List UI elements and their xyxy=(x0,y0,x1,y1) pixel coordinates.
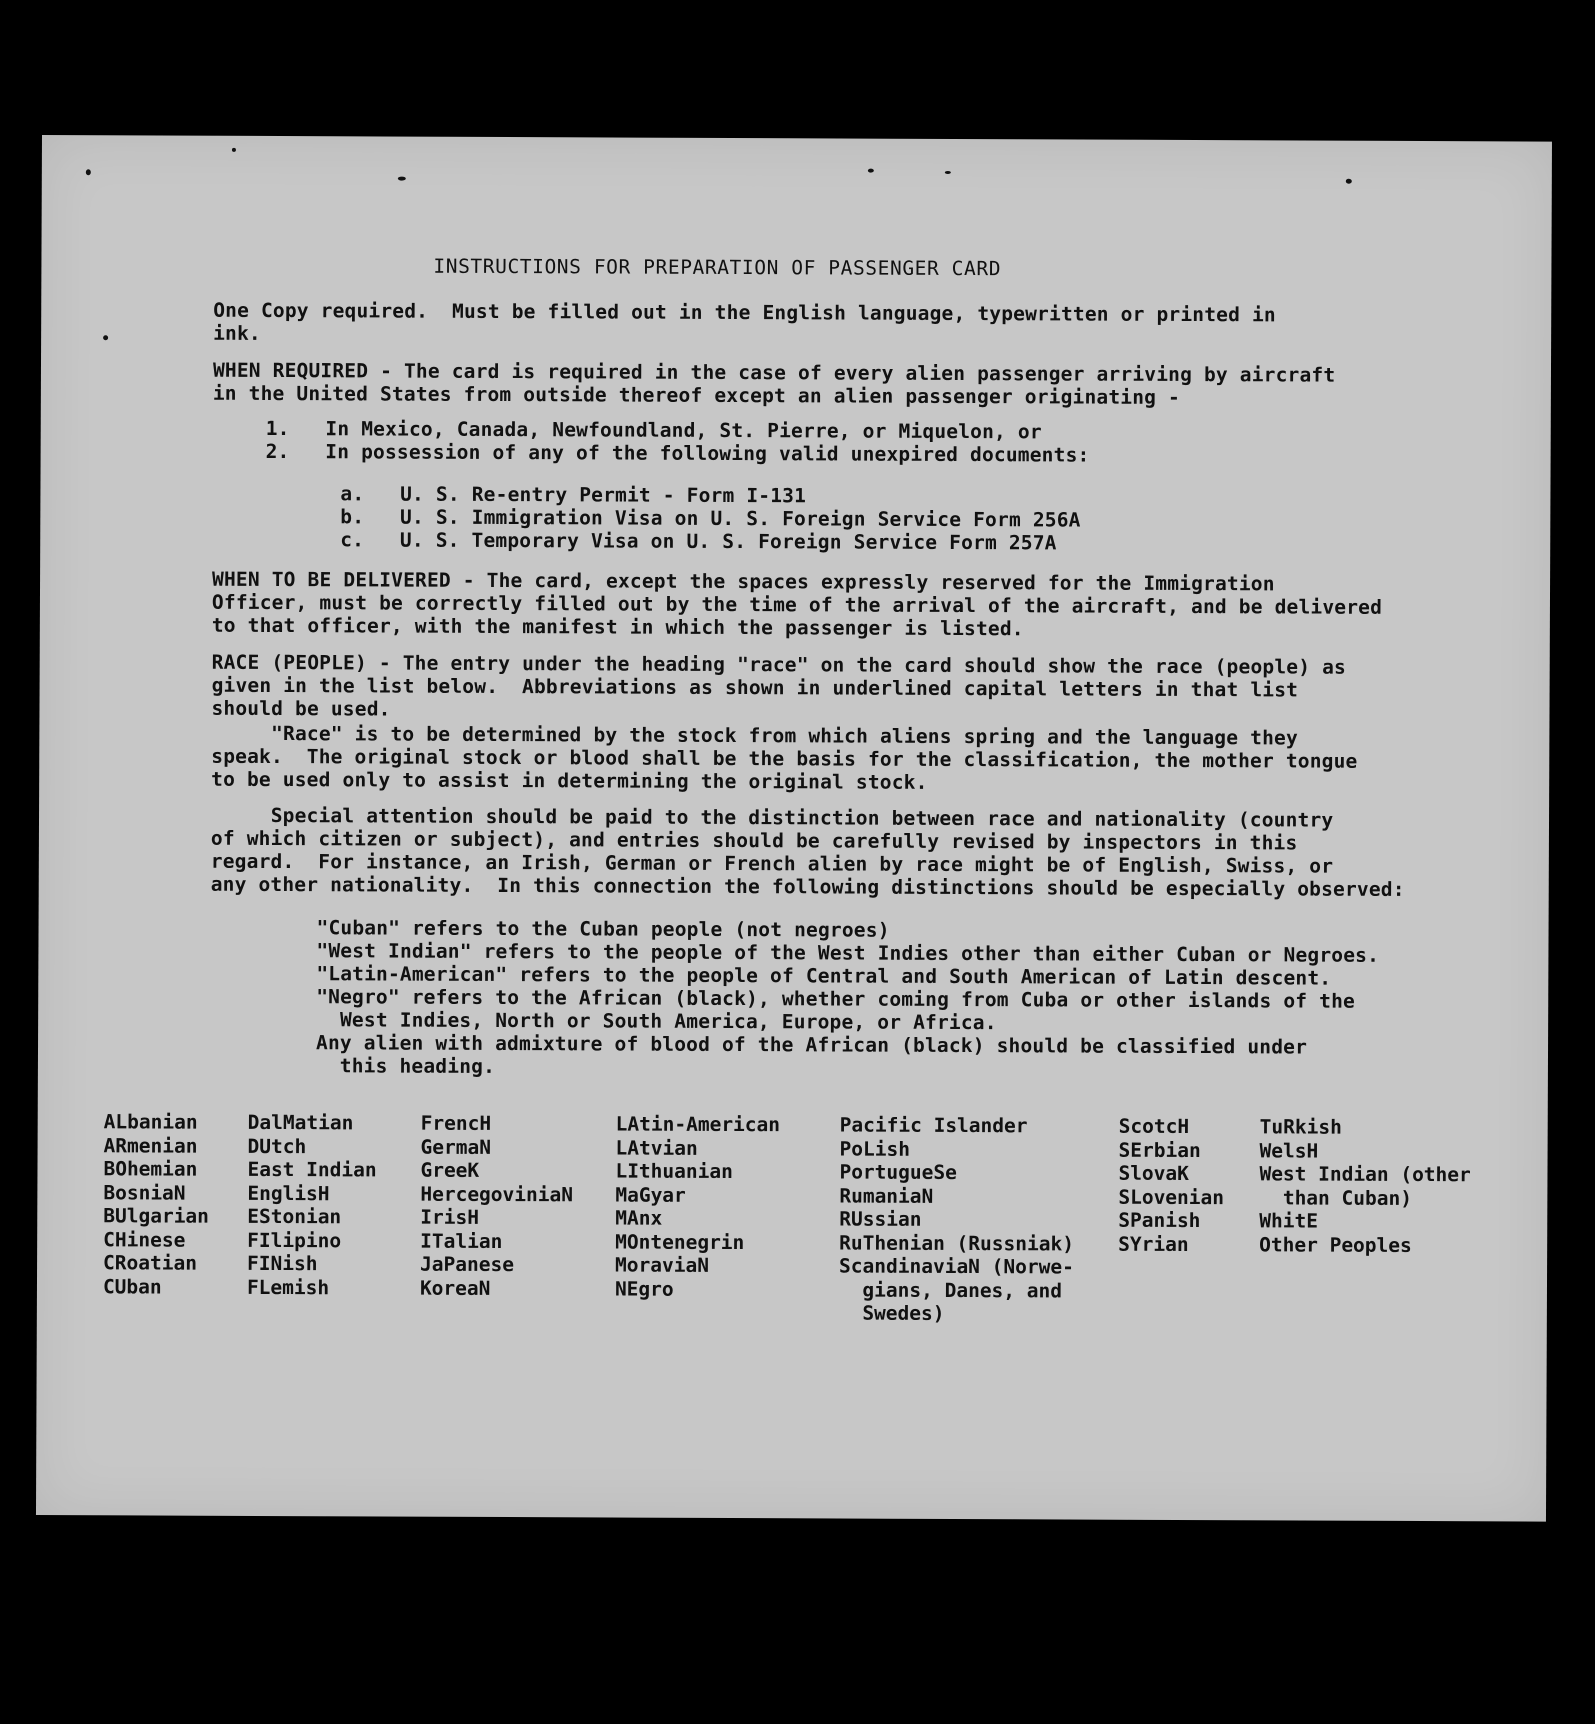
race-list-item: ARmenian xyxy=(103,1133,198,1158)
race-list-item: NEgro xyxy=(614,1277,674,1301)
race-list-item: HercegoviniaN xyxy=(420,1182,574,1206)
intro-line: One Copy required. Must be filled out in the English language, typewritten or printed in xyxy=(213,298,1276,327)
race-list-item: Pacific Islander xyxy=(839,1113,1028,1138)
race-list-item: JaPanese xyxy=(420,1252,515,1277)
race-list-item: ScotcH xyxy=(1118,1114,1190,1139)
race-list-item: MoraviaN xyxy=(615,1253,710,1277)
race-list-item: MOntenegrin xyxy=(615,1230,745,1254)
distinction-line: this heading. xyxy=(315,1054,496,1078)
scan-speck xyxy=(945,171,951,174)
numbered-item: 1. In Mexico, Canada, Newfoundland, St. Pierre, or Miquelon, or xyxy=(265,416,1042,444)
document-item: a. U. S. Re-entry Permit - Form I-131 xyxy=(340,482,807,508)
race-list-item: PoLish xyxy=(839,1136,911,1161)
race-list-item: EStonian xyxy=(247,1204,342,1229)
race-list-item: DUtch xyxy=(247,1134,307,1158)
when-delivered-line: Officer, must be correctly filled out by the time of the arrival of the aircraft, and be delivered xyxy=(211,590,1383,619)
distinction-line: West Indies, North or South America, Europe, or Africa. xyxy=(316,1008,997,1035)
race-list-item: than Cuban) xyxy=(1259,1185,1413,1210)
race-column xyxy=(103,1110,209,1298)
race-column xyxy=(839,1113,1075,1326)
numbered-item: 2. In possession of any of the following valid unexpired documents: xyxy=(265,439,1090,467)
race-list-item: SLovenian xyxy=(1118,1185,1225,1209)
race-list-item: LIthuanian xyxy=(615,1159,733,1184)
race-list-item: TuRkish xyxy=(1259,1115,1342,1139)
race-list-item: GermaN xyxy=(420,1135,492,1159)
race-column xyxy=(1259,1115,1471,1257)
special-attention-line: regard. For instance, an Irish, German or French alien by race might be of English, Swiss, or xyxy=(210,849,1334,878)
race-list-item: MAnx xyxy=(615,1206,663,1230)
race-line: given in the list below. Abbreviations as shown in underlined capital letters in that list xyxy=(211,673,1299,702)
race-list-item: Swedes) xyxy=(838,1301,945,1325)
race-list-item: LAtin-American xyxy=(615,1112,781,1137)
race-definition-line: speak. The original stock or blood shall be the basis for the classification, the mother tongue xyxy=(211,744,1358,773)
race-list-item: gians, Danes, and xyxy=(838,1277,1063,1302)
scan-speck xyxy=(86,169,91,175)
scan-speck xyxy=(398,177,406,181)
race-list-item: PortugueSe xyxy=(839,1160,957,1185)
distinction-line: "Latin-American" refers to the people of Central and South American of Latin descent. xyxy=(316,962,1332,990)
when-required-line: WHEN REQUIRED - The card is required in the case of every alien passenger arriving by aircraft xyxy=(212,358,1336,387)
race-list-item: BUlgarian xyxy=(103,1204,210,1228)
distinction-line: "Negro" refers to the African (black), whether coming from Cuba or other islands of the xyxy=(316,985,1356,1013)
scan-speck xyxy=(103,335,108,340)
race-list-item: CHinese xyxy=(103,1227,186,1252)
race-list-item: East Indian xyxy=(247,1157,377,1182)
race-list-item: RumaniaN xyxy=(839,1183,934,1208)
race-list-item: RuThenian (Russniak) xyxy=(839,1230,1075,1256)
race-list-item: FrencH xyxy=(420,1111,492,1135)
special-attention-line: any other nationality. In this connection the following distinctions should be especially observed: xyxy=(210,872,1405,901)
race-list-item: FINish xyxy=(247,1251,318,1276)
race-list-item: SlovaK xyxy=(1118,1161,1189,1186)
distinction-line: Any alien with admixture of blood of the African (black) should be classified under xyxy=(315,1031,1308,1059)
race-list-item: ALbanian xyxy=(103,1110,198,1134)
race-column xyxy=(1118,1115,1224,1256)
race-list-item: GreeK xyxy=(420,1158,480,1182)
when-required-line: in the United States from outside thereof except an alien passenger originating - xyxy=(212,381,1181,409)
race-list-item: SPanish xyxy=(1118,1208,1201,1233)
race-list-item: EnglisH xyxy=(247,1181,330,1205)
race-column xyxy=(420,1112,573,1301)
when-delivered-line: to that officer, with the manifest in which the passenger is listed. xyxy=(211,613,1024,641)
special-attention-line: Special attention should be paid to the distinction between race and nationality (country xyxy=(210,803,1334,832)
race-list-item: WelsH xyxy=(1259,1138,1319,1163)
race-definition-line: to be used only to assist in determining the original stock. xyxy=(211,767,928,794)
race-list-item: BosniaN xyxy=(103,1180,186,1205)
intro-line: ink. xyxy=(213,321,261,345)
distinction-line: "Cuban" refers to the Cuban people (not negroes) xyxy=(316,916,890,942)
document-item: c. U. S. Temporary Visa on U. S. Foreign Service Form 257A xyxy=(340,528,1057,555)
document-item: b. U. S. Immigration Visa on U. S. Foreign Service Form 256A xyxy=(340,505,1081,532)
race-list-item: WhitE xyxy=(1259,1209,1319,1233)
scan-speck xyxy=(868,169,874,173)
race-list-item: FLemish xyxy=(246,1275,330,1299)
race-list-item: BOhemian xyxy=(103,1157,198,1181)
scan-speck xyxy=(1346,179,1352,184)
race-list-item: RUssian xyxy=(839,1207,922,1231)
race-list-item: CRoatian xyxy=(103,1251,198,1275)
race-list-item: MaGyar xyxy=(615,1183,686,1207)
race-column xyxy=(615,1113,780,1302)
race-list-item: CUban xyxy=(102,1274,162,1299)
when-delivered-line: WHEN TO BE DELIVERED - The card, except the spaces expressly reserved for the Immigration xyxy=(212,567,1275,596)
special-attention-line: of which citizen or subject), and entries should be carefully revised by inspectors in this xyxy=(210,826,1298,855)
race-list-item: DalMatian xyxy=(247,1110,354,1135)
page-title: INSTRUCTIONS FOR PREPARATION OF PASSENGER CARD xyxy=(433,254,1002,281)
race-list-item: Other Peoples xyxy=(1259,1232,1412,1257)
distinction-line: "West Indian" refers to the people of the West Indies other than either Cuban or Negroes. xyxy=(316,939,1380,967)
race-definition-line: "Race" is to be determined by the stock from which aliens spring and the language they xyxy=(211,721,1298,750)
race-list-item: ITalian xyxy=(420,1229,503,1253)
race-list-item: SYrian xyxy=(1118,1232,1189,1256)
race-list-item: SErbian xyxy=(1118,1138,1201,1162)
race-column xyxy=(247,1111,377,1300)
race-list-item: KoreaN xyxy=(419,1276,491,1300)
race-list-item: FIlipino xyxy=(247,1228,342,1252)
race-list-item: LAtvian xyxy=(615,1136,698,1160)
race-list-item: West Indian (other xyxy=(1259,1162,1471,1187)
document-page xyxy=(36,135,1552,1522)
race-list-item: IrisH xyxy=(420,1205,480,1229)
scan-speck xyxy=(232,148,236,152)
race-line: should be used. xyxy=(211,696,391,721)
race-line: RACE (PEOPLE) - The entry under the heading "race" on the card should show the race (people) as xyxy=(211,650,1347,679)
race-list-item: ScandinaviaN (Norwe- xyxy=(839,1254,1074,1279)
